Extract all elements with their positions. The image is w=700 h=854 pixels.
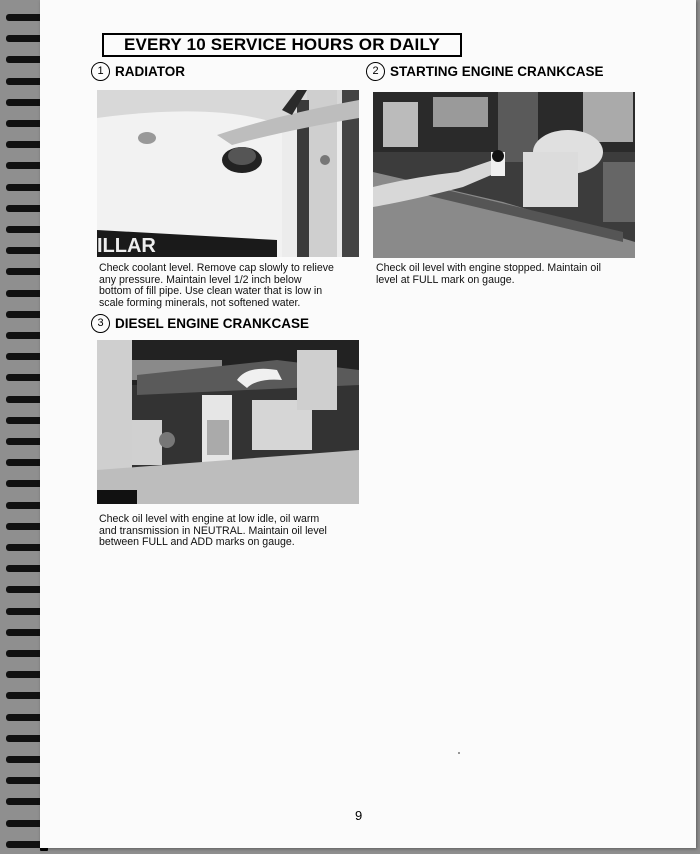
section-title-diesel-engine: DIESEL ENGINE CRANKCASE <box>115 316 310 331</box>
section-title-starting-engine: STARTING ENGINE CRANKCASE <box>390 64 604 79</box>
radiator-photo <box>97 90 359 257</box>
caption-line: any pressure. Maintain level 1/2 inch below <box>99 273 302 286</box>
section-number-3: 3 <box>91 314 110 333</box>
section-title-radiator: RADIATOR <box>115 64 185 79</box>
caption-line: and transmission in NEUTRAL. Maintain oil level <box>99 524 327 537</box>
caption-line: between FULL and ADD marks on gauge. <box>99 536 295 548</box>
section-heading-starting-engine <box>366 62 604 81</box>
caption-line: Check coolant level. Remove cap slowly to relieve <box>99 262 334 274</box>
caption-line: Check oil level with engine stopped. Maintain oil <box>376 262 601 274</box>
caption-line: level at FULL mark on gauge. <box>376 273 515 286</box>
starting-engine-caption <box>376 263 644 286</box>
paper-speck <box>458 752 460 754</box>
caption-line: scale forming minerals, not softened water. <box>99 296 301 309</box>
starting-engine-photo <box>373 92 635 258</box>
radiator-photo-lettering: ILLAR <box>97 235 156 257</box>
diesel-engine-caption <box>99 514 361 549</box>
section-heading-diesel-engine <box>91 314 309 333</box>
caption-line: Check oil level with engine at low idle, oil warm <box>99 513 320 525</box>
section-heading-radiator <box>91 62 185 81</box>
page-title: EVERY 10 SERVICE HOURS OR DAILY <box>102 33 462 57</box>
radiator-caption <box>99 263 361 309</box>
caption-line: bottom of fill pipe. Use clean water that is low in <box>99 285 323 297</box>
diesel-engine-photo <box>97 340 359 504</box>
section-number-2: 2 <box>366 62 385 81</box>
section-number-1: 1 <box>91 62 110 81</box>
page-number: 9 <box>355 808 363 823</box>
